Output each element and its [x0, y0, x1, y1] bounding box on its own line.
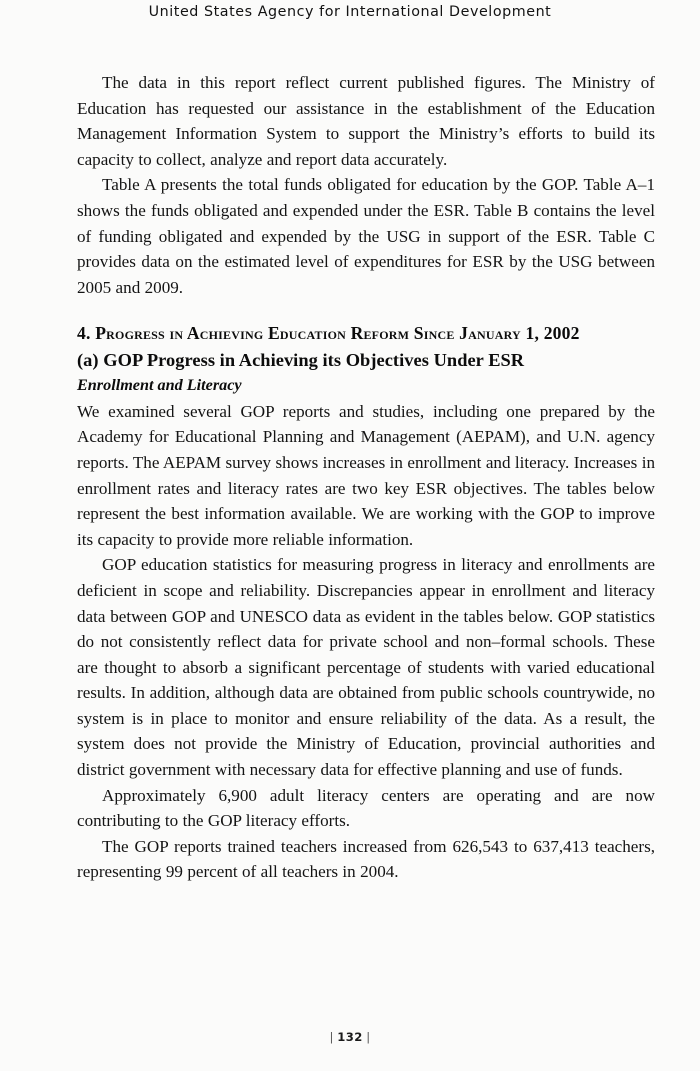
paragraph-literacy-centers: Approximately 6,900 adult literacy centers are operating and are now contributing to the GOP literacy efforts.	[77, 785, 655, 831]
spacer-before-section	[77, 300, 655, 321]
section-heading	[77, 321, 655, 346]
paragraph-statistics-deficient: GOP education statistics for measuring progress in literacy and enrollments are deficient in scope and reliability. Discrepancies appear in enrollment and literacy data between GOP and UNESCO data as evident in the tables below. GOP statistics do not consistently reflect data for private school and non–formal schools. These are thought to absorb a significant percentage of students with varied educational results. In addition, although data are obtained from public schools countrywide, no system is in place to monitor and ensure reliability of the data. As a result, the system does not provide the Ministry of Education, provincial authorities and district government with necessary data for effective planning and use of funds.	[77, 555, 655, 780]
folio-rule-right: |	[366, 1030, 371, 1044]
paragraph-tables-overview: Table A presents the total funds obligated for education by the GOP. Table A–1 shows the funds obligated and expended under the ESR. Table B contains the level of funding obligated and expended by the USG in support of the ESR. Table C provides data on the estimated level of expenditures for ESR by the USG between 2005 and 2009.	[77, 175, 655, 297]
text-column	[77, 70, 655, 885]
subsubsection-heading: Enrollment and Literacy	[77, 375, 242, 394]
paragraph-aepam: We examined several GOP reports and studies, including one prepared by the Academy for Educational Planning and Management (AEPAM), and U.N. agency reports. The AEPAM survey shows increases in enrollment and literacy. Increases in enrollment rates and literacy rates are two key ESR objectives. The tables below represent the best information available. We are working with the GOP to improve its capacity to provide more reliable information.	[77, 401, 655, 549]
section-number: 4.	[77, 323, 91, 344]
page-number: 132	[337, 1030, 363, 1044]
page-folio	[0, 1030, 700, 1044]
paragraph-trained-teachers: The GOP reports trained teachers increased from 626,543 to 637,413 teachers, representing 99 percent of all teachers in 2004.	[77, 836, 655, 882]
paragraph-data-report: The data in this report reflect current published figures. The Ministry of Education has requested our assistance in the establishment of the Education Management Information System to support the Ministry’s efforts to build its capacity to collect, analyze and report data accurately.	[77, 73, 655, 169]
subsection-heading: (a) GOP Progress in Achieving its Objectives Under ESR	[77, 349, 525, 370]
folio-rule-left: |	[329, 1030, 334, 1044]
section-title: Progress in Achieving Education Reform Since January 1, 2002	[95, 323, 580, 344]
running-header: United States Agency for International Development	[148, 4, 552, 20]
